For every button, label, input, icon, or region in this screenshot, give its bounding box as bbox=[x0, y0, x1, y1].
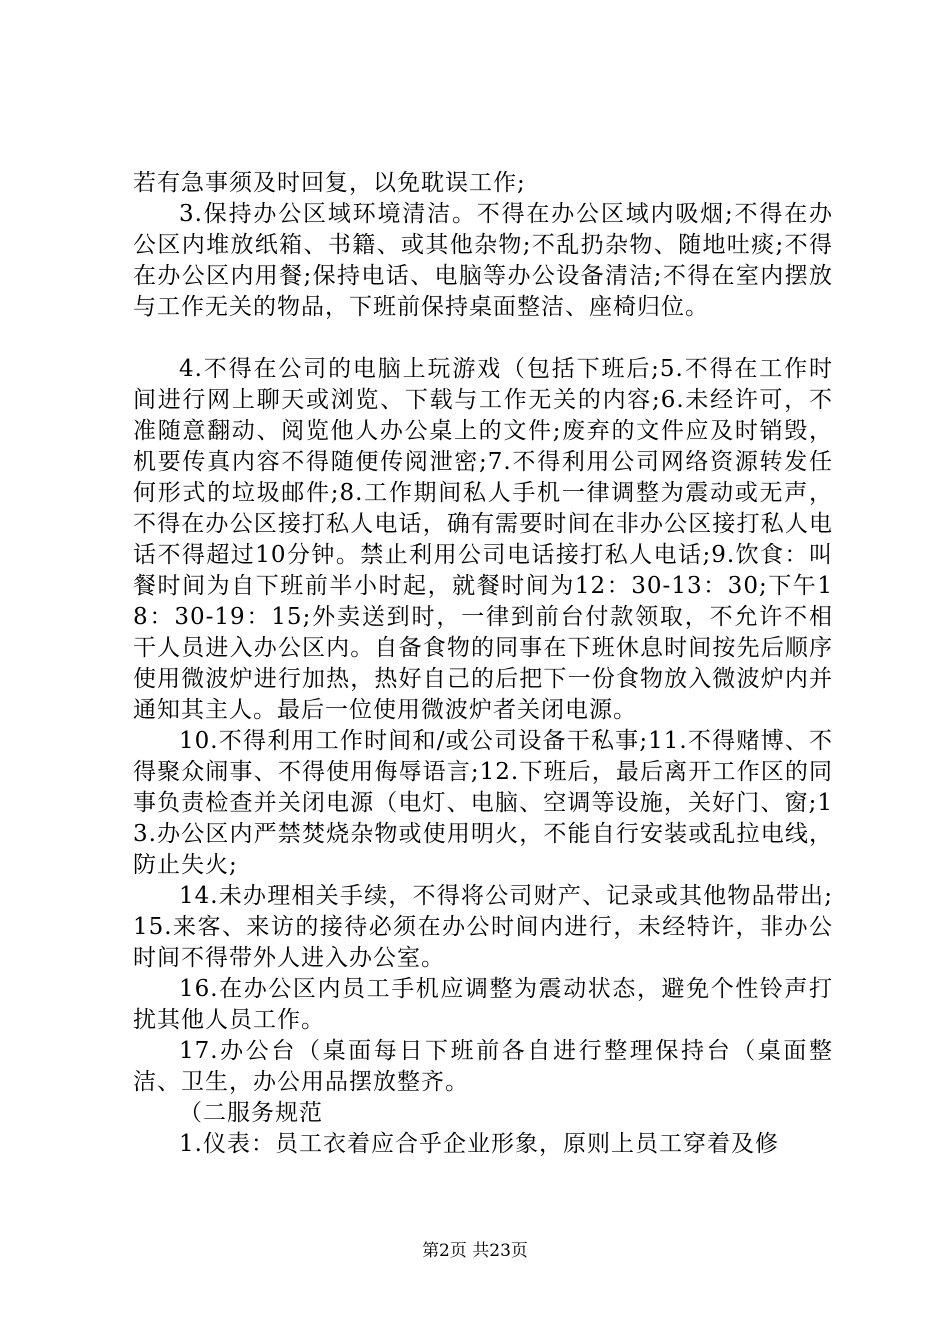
paragraph-item-3: 3.保持办公区域环境清洁。不得在办公区域内吸烟;不得在办公区内堆放纸箱、书籍、或其他杂物;不乱扔杂物、随地吐痰;不得在办公区内用餐;保持电话、电脑等办公设备清洁;不得在室内摆放与工作无关的物品，下班前保持桌面整洁、座椅归位。 bbox=[133, 201, 833, 320]
document-body bbox=[133, 168, 833, 1160]
page-number-footer: 第2页 共23页 bbox=[422, 1241, 528, 1261]
paragraph-item-10-13: 10.不得利用工作时间和/或公司设备干私事;11.不得赌博、不得聚众闹事、不得使用侮辱语言;12.下班后，最后离开工作区的同事负责检查并关闭电源（电灯、电脑、空调等设施，关好门、窗;13.办公区内严禁焚烧杂物或使用明火，不能自行安装或乱拉电线，防止失火; bbox=[133, 728, 833, 878]
paragraph-service-item-1: 1.仪表：员工衣着应合乎企业形象，原则上员工穿着及修 bbox=[179, 1131, 779, 1157]
paragraph-item-16: 16.在办公区内员工手机应调整为震动状态，避免个性铃声打扰其他人员工作。 bbox=[133, 976, 833, 1033]
paragraph-item-14-15: 14.未办理相关手续，不得将公司财产、记录或其他物品带出;15.来客、来访的接待必须在办公时间内进行，未经特许，非办公时间不得带外人进入办公室。 bbox=[133, 883, 833, 971]
paragraph-item-17: 17.办公台（桌面每日下班前各自进行整理保持台（桌面整洁、卫生，办公用品摆放整齐。 bbox=[133, 1038, 833, 1095]
section-heading-service: （二服务规范 bbox=[179, 1100, 323, 1126]
paragraph-continuation: 若有急事须及时回复，以免耽误工作; bbox=[133, 170, 526, 196]
paragraph-spacer bbox=[133, 323, 833, 354]
paragraph-item-4-9: 4.不得在公司的电脑上玩游戏（包括下班后;5.不得在工作时间进行网上聊天或浏览、下载与工作无关的内容;6.未经许可，不准随意翻动、阅览他人办公桌上的文件;废弃的文件应及时销毁，机要传真内容不得随便传阅泄密;7.不得利用公司网络资源转发任何形式的垃圾邮件;8.工作期间私人手机一律调整为震动或无声，不得在办公区接打私人电话，确有需要时间在非办公区接打私人电话不得超过10分钟。禁止利用公司电话接打私人电话;9.饮食：叫餐时间为自下班前半小时起，就餐时间为12：30-13：30;下午18：30-19：15;外卖送到时，一律到前台付款领取，不允许不相干人员进入办公区内。自备食物的同事在下班休息时间按先后顺序使用微波炉进行加热，热好自己的后把下一份食物放入微波炉内并通知其主人。最后一位使用微波炉者关闭电源。 bbox=[133, 356, 833, 723]
